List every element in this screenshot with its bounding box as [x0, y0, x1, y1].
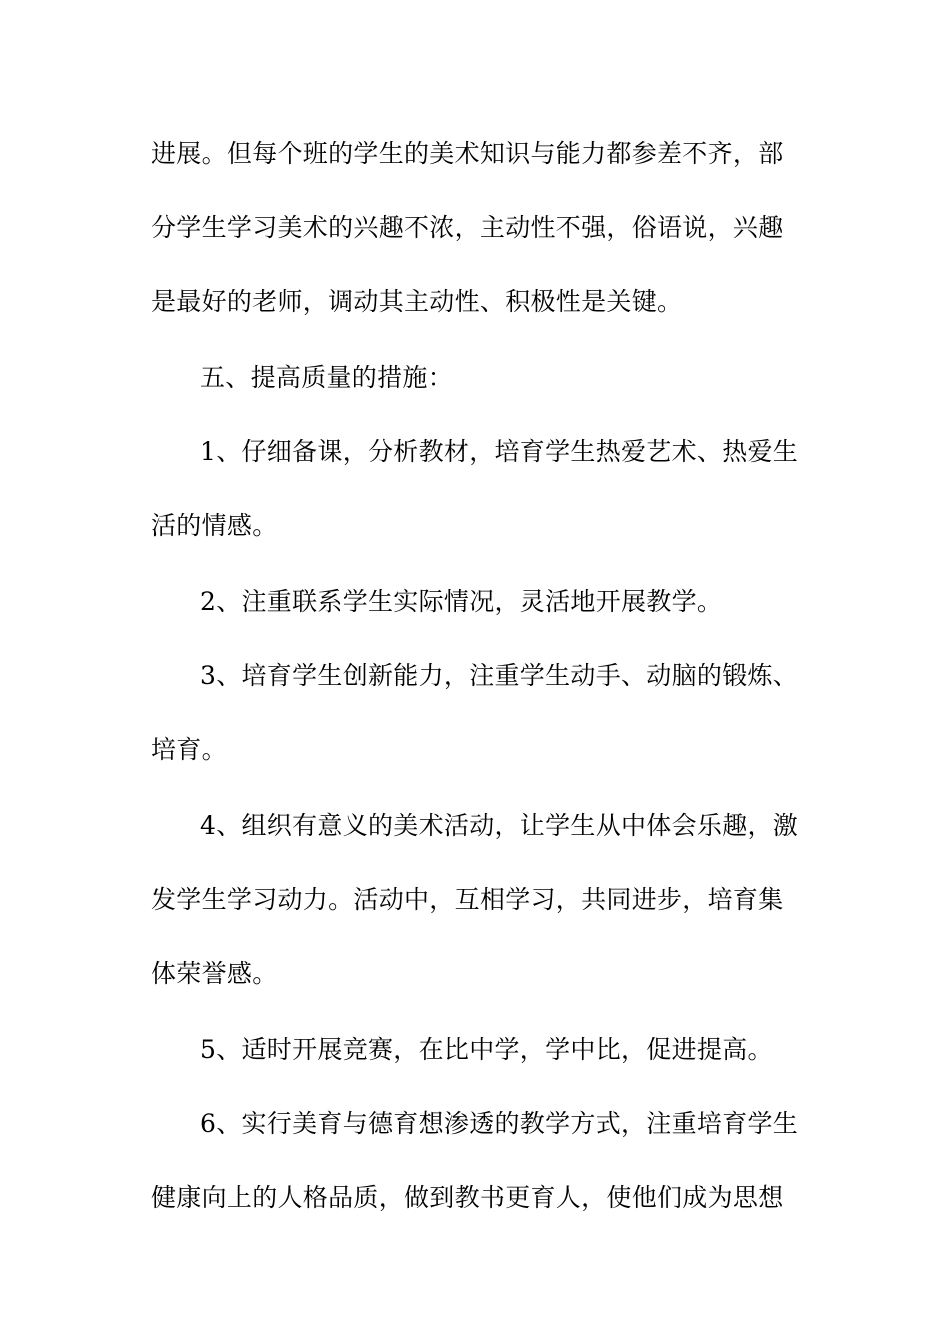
text-line: 1、仔细备课，分析教材，培育学生热爱艺术、热爱生: [200, 437, 799, 466]
text-line: 体荣誉感。: [151, 959, 278, 988]
text-line: 分学生学习美术的兴趣不浓，主动性不强，俗语说，兴趣: [151, 213, 784, 242]
text-line: 活的情感。: [151, 511, 278, 540]
text-line: 发学生学习动力。活动中，互相学习，共同进步，培育集: [151, 885, 784, 914]
text-line: 3、培育学生创新能力，注重学生动手、动脑的锻炼、: [200, 661, 799, 690]
text-line: 培育。: [151, 735, 227, 764]
text-line: 4、组织有意义的美术活动，让学生从中体会乐趣，激: [200, 811, 799, 840]
text-line: 是最好的老师，调动其主动性、积极性是关键。: [151, 287, 683, 316]
text-line: 6、实行美育与德育想渗透的教学方式，注重培育学生: [200, 1109, 799, 1138]
text-line: 健康向上的人格品质，做到教书更育人，使他们成为思想: [151, 1183, 784, 1212]
text-line: 2、注重联系学生实际情况，灵活地开展教学。: [200, 587, 723, 616]
text-line: 5、适时开展竞赛，在比中学，学中比，促进提高。: [200, 1035, 773, 1064]
section-heading: 五、提高质量的措施：: [200, 363, 454, 392]
text-line: 进展。但每个班的学生的美术知识与能力都参差不齐，部: [151, 139, 784, 168]
